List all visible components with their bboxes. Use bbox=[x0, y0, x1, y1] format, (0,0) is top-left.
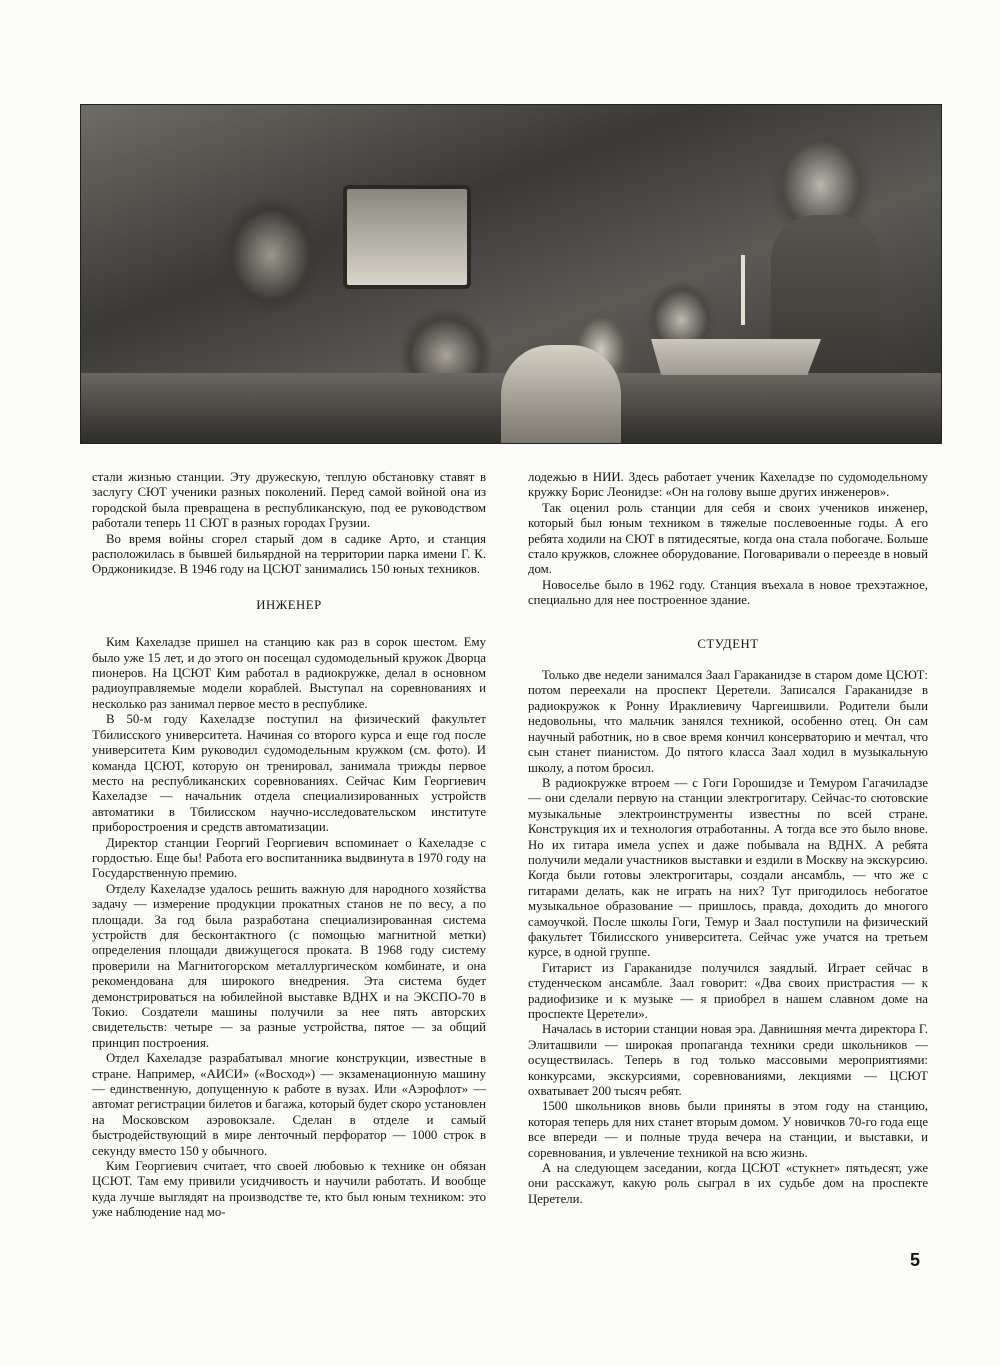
paragraph: В радиокружке втроем — с Гоги Горошидзе и Темуром Гагачиладзе — они сделали первую на станции электрогитару. Сейчас-то сютовские музыкальные электроинструменты известны по всей стране. Конструкция их и технология отработанны. А тогда все это было внове. Но их гитара имела успех и даже побывала на ВДНХ. А ребята получили медали участников выставки и ездили в Москву на экскурсию. Когда были готовы электрогитары, создали ансамбль, — что же с гитарами делать, как не играть на них? Тут пригодилось небогатое музыкальное образование — пришлось, правда, доходить до многого самоучкой. После школы Гоги, Темур и Заал поступили на физический факультет Тбилисского университета. Сейчас уже учатся на третьем курсе, в одной группе. bbox=[528, 775, 928, 960]
paragraph: Ким Кахеладзе пришел на станцию как раз в сорок шестом. Ему было уже 15 лет, и до этого он посещал судомодельный кружок Дворца пионеров. На ЦСЮТ Ким работал в радиокружке, делал в основном радиоуправляемые модели кораблей. Выступал на соревнованиях и несколько раз занимал первое место в республике. bbox=[92, 635, 486, 711]
workshop-photo bbox=[80, 104, 942, 444]
paragraph: А на следующем заседании, когда ЦСЮТ «стукнет» пятьдесят, уже они расскажут, какую роль сыграл в их судьбе дом на проспекте Церетели. bbox=[528, 1161, 928, 1206]
paragraph: Новоселье было в 1962 году. Станция въехала в новое трехэтажное, специально для нее построенное здание. bbox=[528, 577, 928, 608]
paragraph: Началась в истории станции новая эра. Давнишняя мечта директора Г. Элиташвили — широкая пропаганда техники среди школьников — осуществилась. Теперь в год только массовыми мероприятиями: конкурсами, экскурсиями, соревнованиями, лекциями — ЦСЮТ охватывает 200 тысяч ребят. bbox=[528, 1022, 928, 1099]
photo-tv-shape bbox=[343, 185, 471, 289]
paragraph: 1500 школьников вновь были приняты в этом году на станцию, которая теперь для них станет вторым домом. У новичков 70-го года еще все впереди — и полные труда вечера на станции, и выставки, и соревнования, и увлечение техникой на всю жизнь. bbox=[528, 1099, 928, 1160]
photo-boy-foreground-shape bbox=[501, 345, 621, 443]
paragraph: Только две недели занимался Заал Гараканидзе в старом доме ЦСЮТ: потом переехали на проспект Церетели. Записался Гараканидзе в радиокружок к Ронну Ираклиевичу Чаргеишвили. Родители были недовольны, что мальчик занялся техникой, особенно отец. Он сам научный работник, но в свое время кончил консерваторию и мечтал, что сын станет пианистом. До пятого класса Заал ходил в музыкальную школу, а потом бросил. bbox=[528, 668, 928, 775]
page-number: 5 bbox=[910, 1250, 921, 1270]
paragraph: лодежью в НИИ. Здесь работает ученик Кахеладзе по судомодельному кружку Борис Леонидзе: «Он на голову выше других инженеров». bbox=[528, 470, 928, 500]
section-heading-engineer: ИНЖЕНЕР bbox=[256, 597, 322, 612]
paragraph: Гитарист из Гараканидзе получился заядлый. Играет сейчас в студенческом ансамбле. Заал говорит: «Два своих пристрастия — к радиофизике и к музыке — я приобрел в нашем славном доме на проспекте Церетели». bbox=[528, 960, 928, 1021]
paragraph: Отделу Кахеладзе удалось решить важную для народного хозяйства задачу — измерение продукции прокатных станов не по весу, а по площади. За год была разработана специализированная система устройств для бесконтактного (с помощью магнитной метки) определения площади движущегося проката. В 1968 году систему проверили на Магнитогорском металлургическом комбинате, и она рекомендована для широкого внедрения. Эта система будет демонстрироваться на юбилейной выставке ВДНХ и на ЭКСПО-70 в Токио. Создатели машины получили за нее пять авторских свидетельств: четыре — за разные устройства, пятое — за общий принцип построения. bbox=[92, 881, 486, 1050]
right-column bbox=[528, 470, 928, 1207]
paragraph: Директор станции Георгий Георгиевич вспоминает о Кахеладзе с гордостью. Еще бы! Работа его воспитанника выдвинута в 1970 году на Государственную премию. bbox=[92, 835, 486, 881]
paragraph: стали жизнью станции. Эту дружескую, теплую обстановку ставят в заслугу СЮТ ученики разных поколений. Перед самой войной она из городской была превращена в республиканскую, под ее руководством работали теперь 11 СЮТ в разных городах Грузии. bbox=[92, 470, 486, 531]
left-column bbox=[92, 470, 486, 1221]
paragraph: Отдел Кахеладзе разрабатывал многие конструкции, известные в стране. Например, «АИСИ» («Восход») — экзаменационную машину — единственную, допущенную к работе в вузах. Или «Аэрофлот» — автомат регистрации билетов и багажа, который будет скоро установлен на Московском аэровокзале. Сделан в отделе и самый быстродействующий в мире ленточный перфоратор — 1000 строк в секунду вместо 150 у обычного. bbox=[92, 1051, 486, 1158]
paragraph: Ким Георгиевич считает, что своей любовью к технике он обязан ЦСЮТ. Там ему привили усидчивость и научили работать. И вообще куда лучше выглядят на производстве те, кто был юным техником: это уже наблюдение над мо- bbox=[92, 1159, 486, 1220]
photo-ship-mast-shape bbox=[741, 255, 745, 325]
paragraph: Так оценил роль станции для себя и своих учеников инженер, который был юным техником в тяжелые послевоенные годы. А его ребята ходили на СЮТ в пятидесятые, когда она стала побогаче. Больше стало кружков, сложнее оборудование. Поговаривали о переезде в новый дом. bbox=[528, 500, 928, 577]
section-heading-student: СТУДЕНТ bbox=[697, 636, 759, 651]
paragraph: Во время войны сгорел старый дом в садике Арто, и станция расположилась в бывшей бильярдной на территории парка имени Г. К. Орджоникидзе. В 1946 году на ЦСЮТ занимались 150 юных техников. bbox=[92, 531, 486, 577]
paragraph: В 50-м году Кахеладзе поступил на физический факультет Тбилисского университета. Начиная со второго курса и еще год после университета Ким руководил судомодельным кружком (см. фото). И команда ЦСЮТ, которую он тренировал, занимала трижды первое место на республиканских соревнованиях. Сейчас Ким Георгиевич Кахеладзе — начальник отдела специализированных устройств автоматики в Тбилисском научно-исследовательском институте приборостроения и средств автоматизации. bbox=[92, 712, 486, 835]
